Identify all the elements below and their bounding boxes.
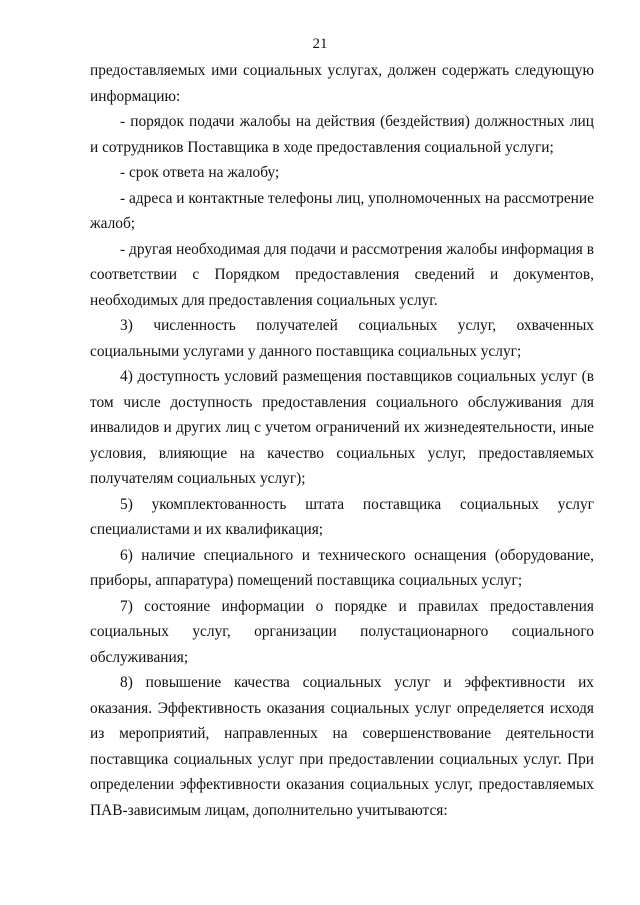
page-body — [90, 58, 594, 823]
list-item-complaint-procedure: - порядок подачи жалобы на действия (бездействия) должностных лиц и сотрудников Поставщика в ходе предоставления социальной услуги; — [90, 113, 594, 156]
list-item-contacts: - адреса и контактные телефоны лиц, уполномоченных на рассмотрение жалоб; — [90, 189, 594, 232]
list-item-response-time: - срок ответа на жалобу; — [120, 164, 280, 181]
paragraph-item-8: 8) повышение качества социальных услуг и эффективности их оказания. Эффективность оказания социальных услуг определяется исходя из мероприятий, направленных на совершенствование деятельности поставщика социальных услуг при предоставлении социальных услуг. При определении эффективности оказания социальных услуг, предоставляемых ПАВ-зависимым лицам, дополнительно учитываются: — [90, 674, 594, 819]
paragraph-item-5: 5) укомплектованность штата поставщика социальных услуг специалистами и их квалификация; — [90, 495, 594, 538]
paragraph-item-6: 6) наличие специального и технического оснащения (оборудование, приборы, аппаратура) помещений поставщика социальных услуг; — [90, 546, 594, 589]
paragraph-item-3: 3) численность получателей социальных услуг, охваченных социальными услугами у данного поставщика социальных услуг; — [90, 317, 594, 360]
list-item-other-info: - другая необходимая для подачи и рассмотрения жалобы информация в соответствии с Порядком предоставления сведений и документов, необходимых для предоставления социальных услуг. — [90, 240, 594, 309]
paragraph: предоставляемых ими социальных услугах, должен содержать следующую информацию: — [90, 62, 594, 105]
paragraph-item-7: 7) состояние информации о порядке и правилах предоставления социальных услуг, организации полустационарного социального обслуживания; — [90, 597, 594, 666]
page-number: 21 — [312, 36, 328, 52]
paragraph-item-4: 4) доступность условий размещения поставщиков социальных услуг (в том числе доступность предоставления социального обслуживания для инвалидов и других лиц с учетом ограничений их жизнедеятельности, иные условия, влияющие на качество социальных услуг, предоставляемых получателям социальных услуг); — [90, 368, 594, 487]
